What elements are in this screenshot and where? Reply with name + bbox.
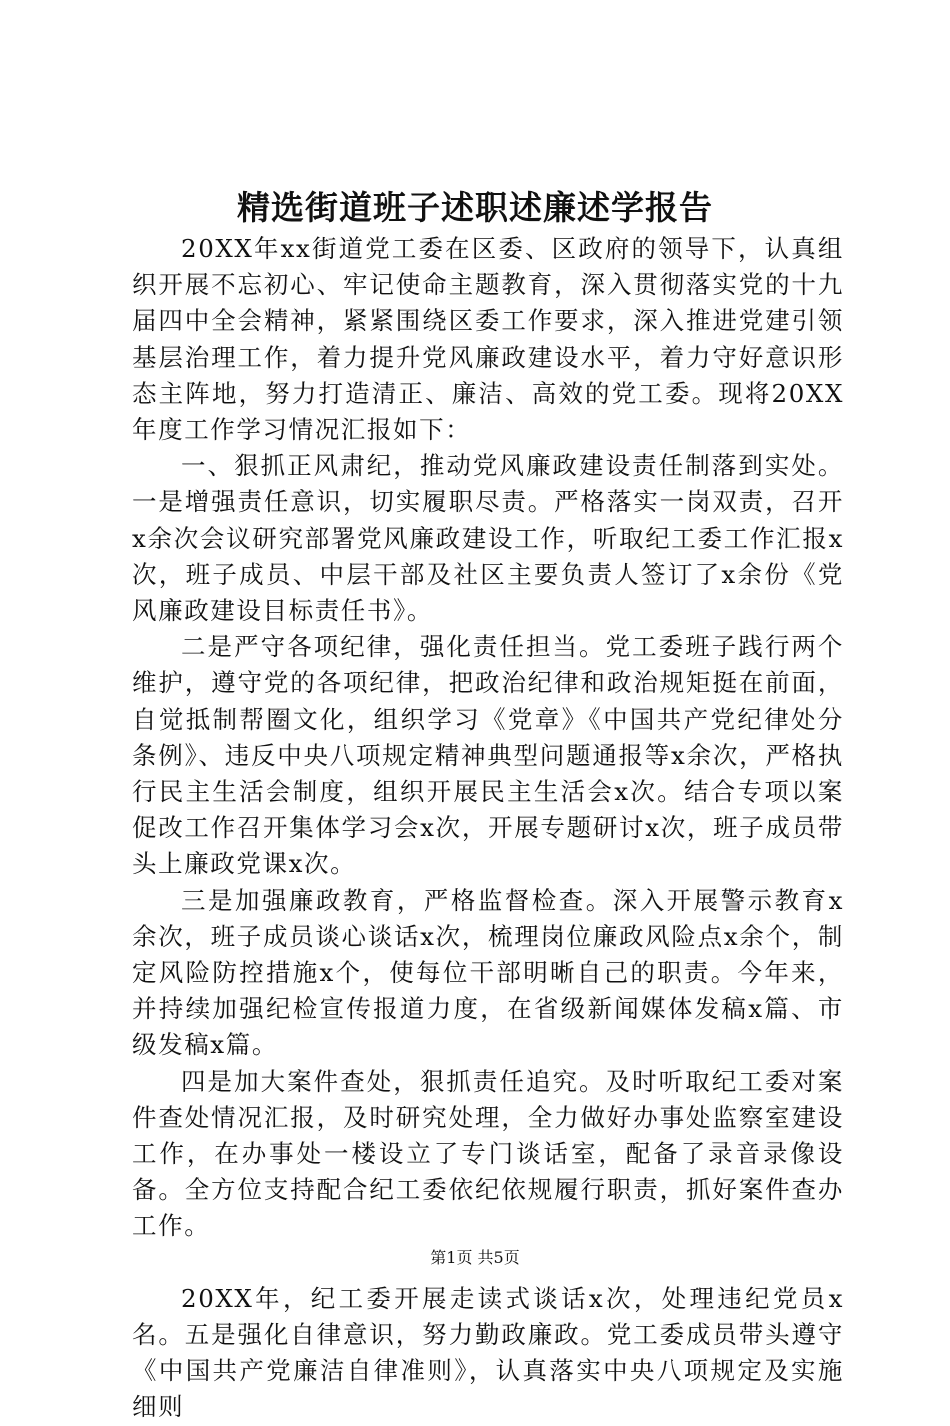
page-number-footer: 第1页 共5页 xyxy=(430,1248,520,1267)
paragraph-intro: 20XX年xx街道党工委在区委、区政府的领导下，认真组织开展不忘初心、牢记使命主题教育，深入贯彻落实党的十九届四中全会精神，紧紧围绕区委工作要求，深入推进党建引领基层治理工作，着力提升党风廉政建设水平，着力守好意识形态主阵地，努力打造清正、廉洁、高效的党工委。现将20XX年度工作学习情况汇报如下： xyxy=(132,234,844,445)
paragraph-section-5: 20XX年，纪工委开展走读式谈话x次，处理违纪党员x名。五是强化自律意识，努力勤政廉政。党工委成员带头遵守《中国共产党廉洁自律准则》，认真落实中央八项规定及实施细则 xyxy=(132,1283,844,1422)
paragraph-section-2: 二是严守各项纪律，强化责任担当。党工委班子践行两个维护，遵守党的各项纪律，把政治纪律和政治规矩挺在前面，自觉抵制帮圈文化，组织学习《党章》《中国共产党纪律处分条例》、违反中央八项规定精神典型问题通报等x余次，严格执行民主生活会制度，组织开展民主生活会x次。结合专项以案促改工作召开集体学习会x次，开展专题研讨x次，班子成员带头上廉政党课x次。 xyxy=(132,632,844,879)
paragraph-section-3: 三是加强廉政教育，严格监督检查。深入开展警示教育x余次，班子成员谈心谈话x次，梳理岗位廉政风险点x余个，制定风险防控措施x个，使每位干部明晰自己的职责。今年来，并持续加强纪检宣传报道力度，在省级新闻媒体发稿x篇、市级发稿x篇。 xyxy=(132,885,844,1060)
paragraph-section-1: 一、狠抓正风肃纪，推动党风廉政建设责任制落到实处。一是增强责任意识，切实履职尽责。严格落实一岗双责，召开x余次会议研究部署党风廉政建设工作，听取纪工委工作汇报x次，班子成员、中层干部及社区主要负责人签订了x余份《党风廉政建设目标责任书》。 xyxy=(132,451,844,626)
document-title: 精选街道班子述职述廉述学报告 xyxy=(237,188,713,227)
paragraph-section-4: 四是加大案件查处，狠抓责任追究。及时听取纪工委对案件查处情况汇报，及时研究处理，全力做好办事处监察室建设工作，在办事处一楼设立了专门谈话室，配备了录音录像设备。全方位支持配合纪工委依纪依规履行职责，抓好案件查办工作。 xyxy=(132,1066,844,1241)
